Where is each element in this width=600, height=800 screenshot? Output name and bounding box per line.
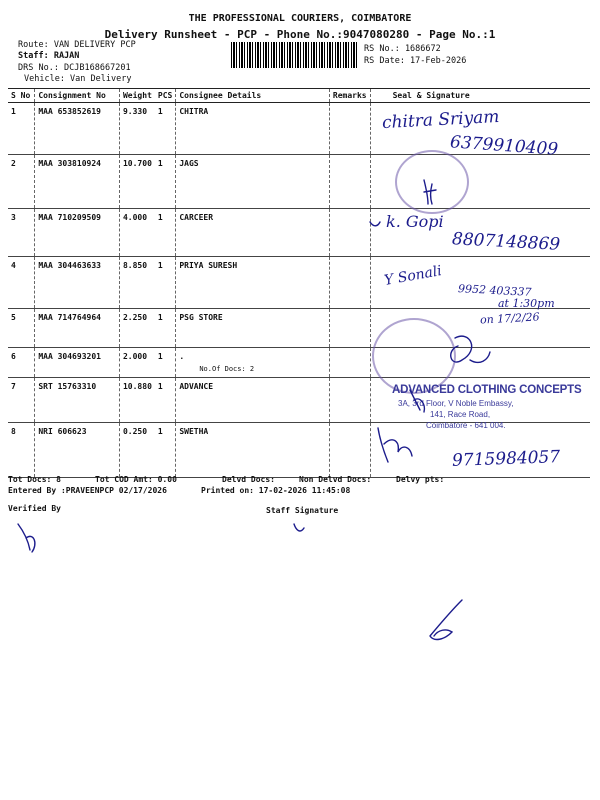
row-sno: 3 <box>8 209 35 257</box>
weight: 10.880 <box>119 378 154 423</box>
signature-scribble <box>294 524 304 531</box>
consignee: PRIYA SURESH <box>176 257 330 309</box>
company-stamp-address: 3A, 3rd Floor, V Noble Embassy, <box>398 399 514 408</box>
consignment-no: MAA 710209509 <box>35 209 120 257</box>
route-label: Route: VAN DELIVERY PCP <box>18 40 136 50</box>
row-sno: 5 <box>8 309 35 348</box>
weight: 9.330 <box>119 103 154 155</box>
col-pcs: PCS <box>155 89 176 103</box>
weight: 8.850 <box>119 257 154 309</box>
consignment-no: MAA 304693201 <box>35 348 120 378</box>
docs-count-note: No.Of Docs: 2 <box>199 365 255 373</box>
signature-scribble <box>18 524 35 552</box>
delivery-points: Delvy pts: <box>396 475 445 484</box>
drs-number: DRS No.: DCJB168667201 <box>18 63 131 73</box>
entered-by: Entered By :PRAVEENPCP 02/17/2026 <box>8 486 167 495</box>
col-consignment: Consignment No <box>35 89 120 103</box>
delivered-docs: Delvd Docs: <box>222 475 275 484</box>
row-sno: 2 <box>8 155 35 209</box>
signature-scribble <box>378 428 412 462</box>
handwritten-name: chitra Sriyam <box>381 106 500 134</box>
signature-scribble <box>430 600 462 639</box>
row-sno: 7 <box>8 378 35 423</box>
consignee: SWETHA <box>176 423 330 478</box>
pcs: 1 <box>155 378 176 423</box>
handwritten-phone: 9952 403337 <box>457 282 532 299</box>
signature-scribble <box>424 180 436 204</box>
row-sno: 8 <box>8 423 35 478</box>
rs-date: RS Date: 17-Feb-2026 <box>364 56 467 66</box>
handwritten-name: Y Sonali <box>383 263 443 289</box>
company-stamp-name: ADVANCED CLOTHING CONCEPTS <box>392 384 582 396</box>
pcs: 1 <box>155 309 176 348</box>
consignment-no: MAA 303810924 <box>35 155 120 209</box>
signature-scribble <box>451 336 490 362</box>
company-stamp-address: Coimbatore - 641 004. <box>426 421 506 430</box>
weight: 10.700 <box>119 155 154 209</box>
consignment-no: MAA 714764964 <box>35 309 120 348</box>
weight: 0.250 <box>119 423 154 478</box>
rs-number: RS No.: 1686672 <box>364 44 441 54</box>
col-weight: Weight <box>119 89 154 103</box>
staff-signature-label: Staff Signature <box>266 506 339 515</box>
handwritten-time: at 1:30pm <box>498 297 555 310</box>
row-sno: 4 <box>8 257 35 309</box>
staff-label: Staff: RAJAN <box>18 51 80 61</box>
handwritten-name: k. Gopi <box>386 212 444 231</box>
signature-scribble <box>370 222 380 226</box>
col-remarks: Remarks <box>329 89 370 103</box>
handwritten-date: on 17/2/26 <box>479 310 540 327</box>
pcs: 1 <box>155 423 176 478</box>
company-title: THE PROFESSIONAL COURIERS, COIMBATORE <box>188 13 412 24</box>
non-delivered-docs: Non Delvd Docs: <box>299 475 372 484</box>
handwritten-phone: 8807148869 <box>451 229 561 255</box>
pcs: 1 <box>155 103 176 155</box>
consignee-name: . <box>179 352 185 361</box>
consignee: CARCEER <box>176 209 330 257</box>
col-seal: Seal & Signature <box>370 89 590 103</box>
signature-scribble <box>410 390 424 412</box>
row-sno: 6 <box>8 348 35 378</box>
pcs: 1 <box>155 257 176 309</box>
consignment-no: SRT 15763310 <box>35 378 120 423</box>
consignment-no: MAA 304463633 <box>35 257 120 309</box>
weight: 2.000 <box>119 348 154 378</box>
consignee: ADVANCE <box>176 378 330 423</box>
consignee: PSG STORE <box>176 309 330 348</box>
col-consignee: Consignee Details <box>176 89 330 103</box>
handwritten-phone: 9715984057 <box>451 447 561 471</box>
weight: 2.250 <box>119 309 154 348</box>
consignee: JAGS <box>176 155 330 209</box>
weight: 4.000 <box>119 209 154 257</box>
row-sno: 1 <box>8 103 35 155</box>
pcs: 1 <box>155 348 176 378</box>
runsheet-title: Delivery Runsheet - PCP - Phone No.:9047080280 - Page No.:1 <box>104 28 496 41</box>
verified-by-label: Verified By <box>8 504 61 513</box>
printed-on: Printed on: 17-02-2026 11:45:08 <box>201 486 351 495</box>
total-docs: Tot Docs: 8 <box>8 475 61 484</box>
consignment-no: NRI 606623 <box>35 423 120 478</box>
consignee: CHITRA <box>176 103 330 155</box>
vehicle-label: Vehicle: Van Delivery <box>24 74 132 84</box>
consignment-no: MAA 653852619 <box>35 103 120 155</box>
handwritten-phone: 6379910409 <box>449 132 559 160</box>
pcs: 1 <box>155 209 176 257</box>
total-cod-amount: Tot COD Amt: 0.00 <box>95 475 177 484</box>
pcs: 1 <box>155 155 176 209</box>
company-stamp-address: 141, Race Road, <box>430 410 491 419</box>
col-sno: S No <box>8 89 35 103</box>
